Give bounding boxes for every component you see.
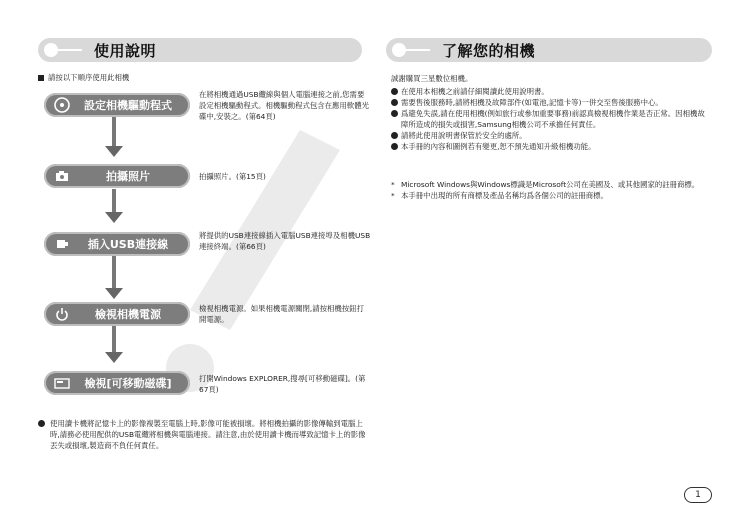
footnote-text: Microsoft Windows與Windows標識是Microsoft公司在美國及、或其他國家的註冊商標。 (401, 180, 700, 189)
step-label: 檢視相機電源 (95, 308, 161, 321)
right-section-header (386, 38, 712, 62)
page-number: 1 (684, 487, 712, 503)
step-label: 拍攝照片 (106, 170, 150, 183)
step-description: 打開Windows EXPLORER,搜尋[可移動磁碟]。(第67頁) (199, 374, 366, 394)
footnote-text: 本手冊中出現的所有商標及產品名稱均爲各個公司的註冊商標。 (401, 191, 608, 200)
asterisk-icon: * (391, 180, 395, 189)
left-section-title: 使用說明 (94, 42, 157, 60)
step-check-power (44, 302, 190, 326)
bullet-text: 需要售後服務時,請將相機及故障部件(如電池,記憶卡等)一併交至售後服務中心。 (401, 98, 663, 107)
bullet-text: 本手冊的內容和圖例若有變更,恕不預先通知升級相機功能。 (401, 142, 596, 151)
bullet-item (391, 141, 711, 152)
step-description: 將提供的USB連接線插入電腦USB連接埠及相機USB連接終端。(第66頁) (199, 231, 371, 251)
bullet-item (391, 86, 711, 97)
step-description: 檢視相機電源。如果相機電源關閉,請按相機按鈕打開電源。 (199, 304, 364, 324)
intro-text (38, 72, 129, 83)
bullet-icon (391, 99, 398, 106)
right-section-title: 了解您的相機 (442, 42, 536, 60)
step-take-photo (44, 164, 190, 188)
header-bullet-icon (44, 43, 58, 57)
bullet-icon (38, 420, 45, 427)
intro-label: 請按以下順序使用此相機 (48, 73, 130, 82)
step-description: 拍攝照片。(第15頁) (199, 172, 266, 181)
down-arrow-icon (105, 352, 123, 363)
step-install-driver (44, 93, 190, 117)
bullet-icon (391, 143, 398, 150)
bullet-item (391, 97, 711, 108)
down-arrow-icon (105, 288, 123, 299)
down-arrow-icon (105, 146, 123, 157)
step-label: 檢視[可移動磁碟] (84, 377, 172, 390)
bullet-item (391, 108, 711, 130)
step-description: 在將相機通過USB纜線與個人電腦連接之前,您需要設定相機驅動程式。相機驅動程式包含在應用軟體光碟中,安裝之。(第64頁) (199, 90, 369, 121)
bullet-icon (391, 110, 398, 117)
step-label: 插入USB連接線 (87, 238, 169, 251)
thanks-text: 誠謝購買三星數位相機。 (391, 74, 473, 83)
bullet-icon (391, 132, 398, 139)
bullet-text: 請將此使用說明書保管於安全的處所。 (401, 131, 527, 140)
right-content (391, 73, 711, 152)
step-label: 設定相機驅動程式 (84, 99, 172, 112)
footnotes (391, 179, 711, 201)
bullet-item (391, 130, 711, 141)
footnote-item (391, 190, 711, 201)
header-bullet-icon (392, 43, 406, 57)
header-line (58, 49, 82, 51)
header-line (406, 49, 430, 51)
bullet-text: 在使用本相機之前請仔細閱讀此使用說明書。 (401, 87, 549, 96)
bullet-icon (391, 88, 398, 95)
card-reader-note (38, 418, 368, 451)
step-insert-usb (44, 232, 190, 256)
step-check-removable-disk (44, 371, 190, 395)
square-bullet-icon (38, 75, 44, 81)
bullet-text: 爲避免失誤,請在使用相機(例如旅行或參加重要事務)前認真檢視相機作業是否正常。因相機故障所造成的損失或損害,Samsung相機公司不承擔任何責任。 (401, 109, 705, 129)
note-text: 使用讀卡機將記憶卡上的影像複製至電腦上時,影像可能被損壞。將相機拍攝的影像傳輸到電腦上時,請務必使用配供的USB電纜將相機與電腦連接。請注意,由於使用讀卡機而導致記憶卡上的影像丟失或損壞,製造商不負任何責任。 (50, 419, 366, 450)
footnote-item (391, 179, 711, 190)
down-arrow-icon (105, 212, 123, 223)
asterisk-icon: * (391, 191, 395, 200)
left-section-header (38, 38, 362, 62)
